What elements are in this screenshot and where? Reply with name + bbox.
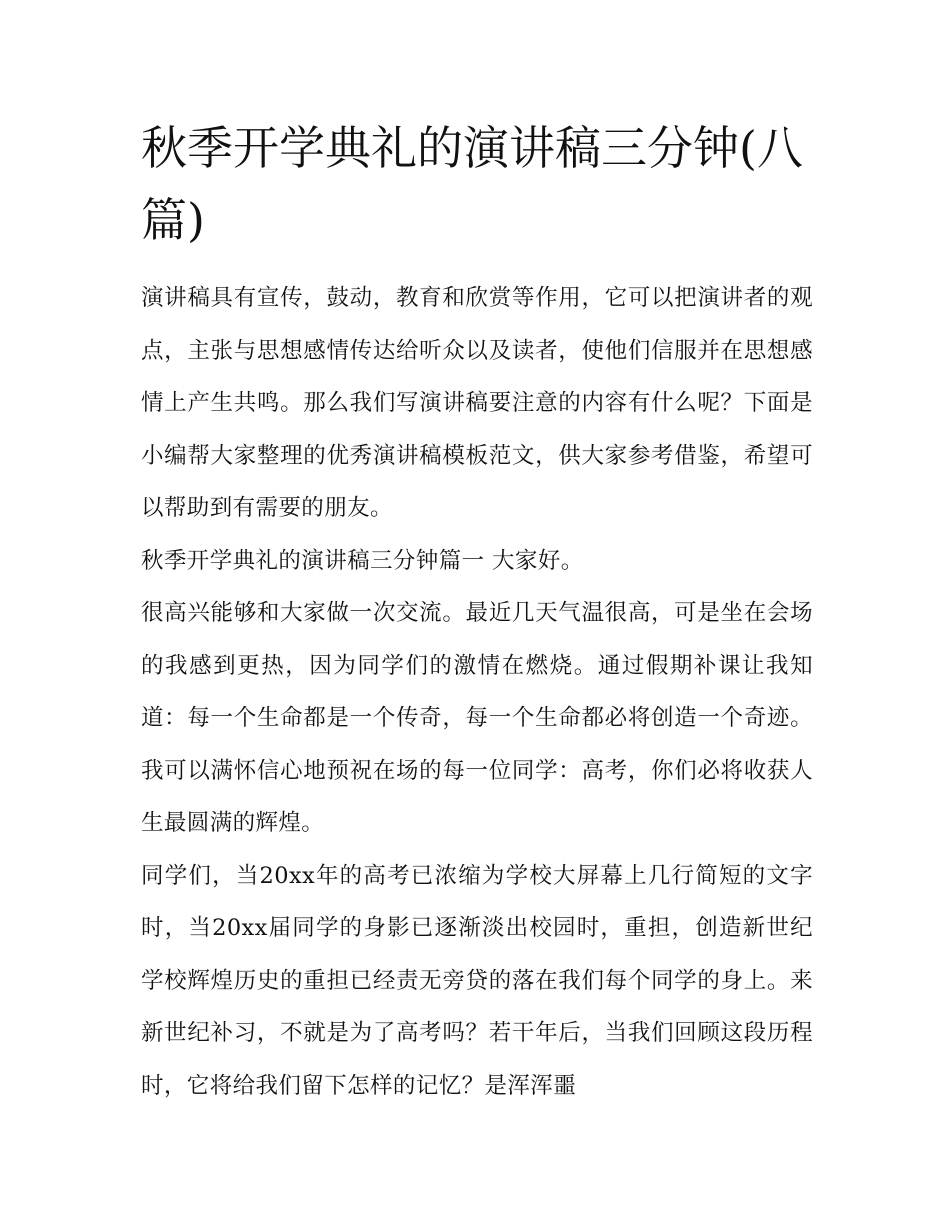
body-paragraph-1: 很高兴能够和大家做一次交流。最近几天气温很高，可是坐在会场的我感到更热，因为同学们的激情在燃烧。通过假期补课让我知道：每一个生命都是一个传奇，每一个生命都必将创造一个奇迹。我可以满怀信心地预祝在场的每一位同学：高考，你们必将收获人生最圆满的辉煌。 (141, 600, 813, 836)
document-body (141, 112, 813, 1112)
document-title: 秋季开学典礼的演讲稿三分钟(八篇) (141, 121, 803, 247)
body-paragraph-2: 同学们，当20xx年的高考已浓缩为学校大屏幕上几行简短的文字时，当20xx届同学的身影已逐渐淡出校园时，重担，创造新世纪学校辉煌历史的重担已经责无旁贷的落在我们每个同学的身上。来新世纪补习，不就是为了高考吗？若干年后，当我们回顾这段历程时，它将给我们留下怎样的记忆？是浑浑噩 (141, 862, 813, 1099)
intro-paragraph: 演讲稿具有宣传，鼓动，教育和欣赏等作用，它可以把演讲者的观点，主张与思想感情传达给听众以及读者，使他们信服并在思想感情上产生共鸣。那么我们写演讲稿要注意的内容有什么呢？下面是小编帮大家整理的优秀演讲稿模板范文，供大家参考借鉴，希望可以帮助到有需要的朋友。 (141, 285, 813, 521)
section-heading-paragraph: 秋季开学典礼的演讲稿三分钟篇一 大家好。 (141, 547, 584, 574)
